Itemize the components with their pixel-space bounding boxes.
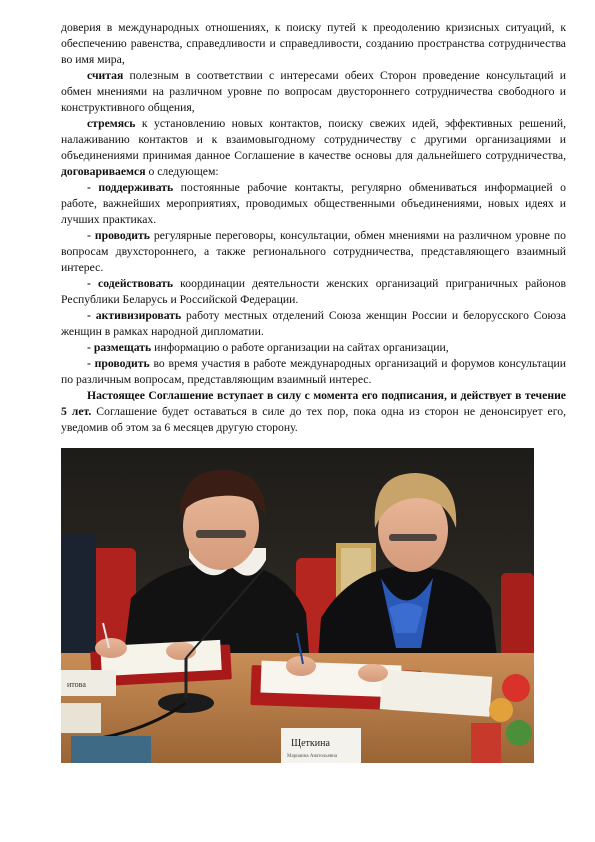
keyword-striving: стремясь — [87, 117, 136, 130]
agreement-text — [61, 20, 566, 436]
clause-negotiate: - проводить регулярные переговоры, консультации, обмен мнениями на различном уровне по вопросам двухстороннего, а также регионального сотрудничества, представляющего взаимный интерес. — [61, 229, 566, 274]
paragraph-considering: считая полезным в соответствии с интересами обеих Сторон проведение консультаций и обмен мнениями на различном уровне по вопросам двустороннего сотрудничества свободного и конструктивного общения, — [61, 69, 566, 114]
paragraph-striving: стремясь к установлению новых контактов, поиску свежих идей, эффективных решений, налаживанию контактов и к взаимовыгодному сотрудничеству с другими организациями и объединениями принимая данное Соглашение в качестве основы для дальнейшего сотрудничества, договариваемся о следующем: — [61, 117, 566, 178]
clause-coordinate: - содействовать координации деятельности женских организаций приграничных районов Республики Беларусь и Российской Федерации. — [61, 277, 566, 306]
nameplate-right-sub: Марианна Анатольевна — [287, 754, 338, 759]
paragraph-effective: Настоящее Соглашение вступает в силу с момента его подписания, и действует в течение 5 лет. Соглашение будет оставаться в силе до тех пор, пока одна из сторон не денонсирует его, уведомив об этом за 6 месяцев другую сторону. — [61, 389, 567, 434]
clause-activate: - активизировать работу местных отделений Союза женщин России и белорусского Союза женщин в рамках народной дипломатии. — [61, 309, 566, 338]
nameplate-right-name: Щеткина — [291, 738, 330, 749]
keyword-considering: считая — [87, 69, 124, 82]
keyword-agree: договариваемся — [61, 165, 146, 178]
effective-statement: Настоящее Соглашение вступает в силу с момента его подписания, и действует в течение 5 лет. — [61, 389, 566, 418]
clause-publish: - размещать информацию о работе организации на сайтах организации, — [87, 341, 449, 354]
clause-consult: - проводить во время участия в работе международных организаций и форумов консультации по различным вопросам, представляющим взаимный интерес. — [61, 357, 566, 386]
nameplate-left-text: итова — [67, 680, 86, 689]
signing-ceremony-image — [61, 448, 534, 763]
paragraph-intro: доверия в международных отношениях, к поиску путей к преодолению кризисных ситуаций, к обеспечению равенства, справедливости и справедливости, созданию пространства сотрудничества во имя мира, — [61, 21, 566, 66]
clause-support: - поддерживать постоянные рабочие контакты, регулярно обмениваться информацией о работе, важнейших мероприятиях, проводимых общественными объединениями, новых идеях и лучших практиках. — [61, 181, 566, 226]
signing-photo — [61, 448, 534, 763]
